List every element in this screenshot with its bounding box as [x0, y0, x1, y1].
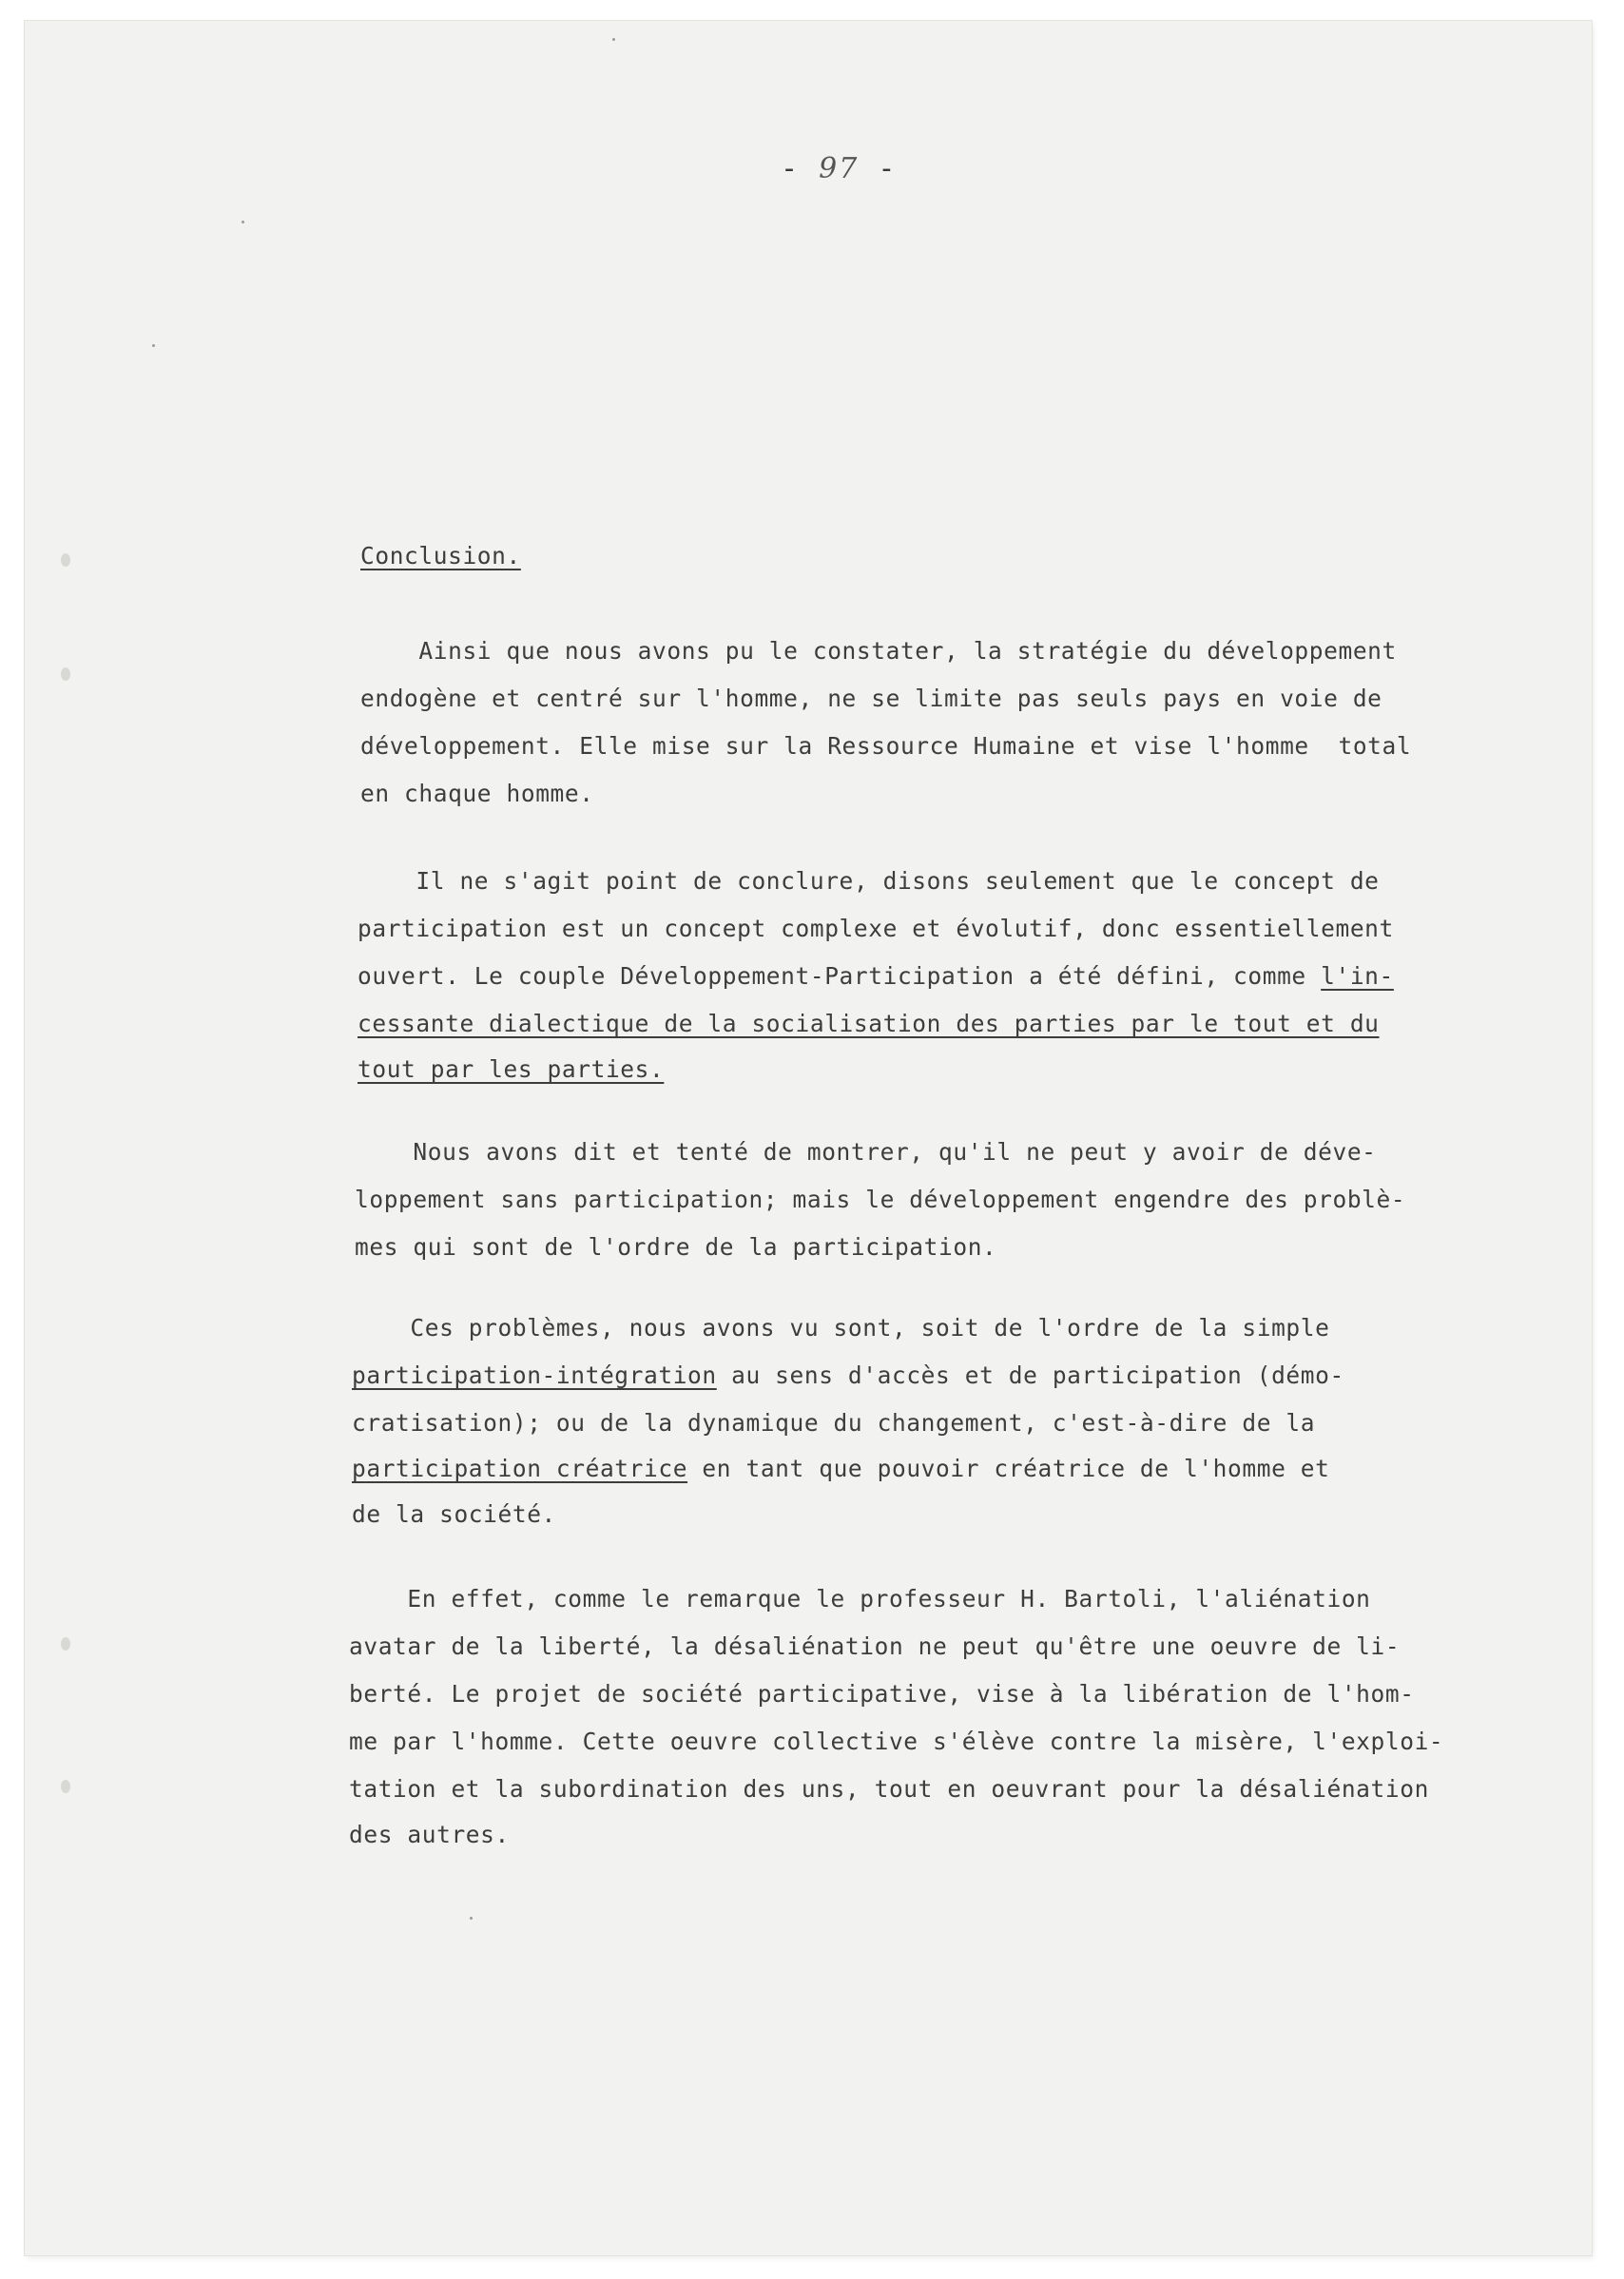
paragraph-4-line-1: Ces problèmes, nous avons vu sont, soit de l'ordre de la simple [352, 1314, 1330, 1342]
page-number-handwritten: 97 [819, 152, 860, 185]
punch-hole [61, 1780, 70, 1793]
paper-speck [612, 38, 615, 41]
paragraph-3-line-1: Nous avons dit et tenté de montrer, qu'il ne peut y avoir de déve- [355, 1138, 1377, 1166]
underlined-definition-end: tout par les parties. [358, 1055, 665, 1083]
paragraph-4-line-4: participation créatrice en tant que pouvoir créatrice de l'homme et [352, 1455, 1330, 1482]
punch-hole [61, 1637, 70, 1651]
paper-sheet [25, 21, 1592, 2255]
paragraph-2-line-1: Il ne s'agit point de conclure, disons seulement que le concept de [358, 867, 1380, 895]
underlined-participation-integration: participation-intégration [352, 1362, 717, 1389]
conclusion-heading: Conclusion. [360, 542, 521, 570]
punch-hole [61, 553, 70, 567]
underlined-definition-start: l'in- [1321, 962, 1394, 990]
paragraph-5-line-6: des autres. [349, 1821, 510, 1848]
paper-speck [470, 1917, 473, 1920]
paragraph-1-line-2: endogène et centré sur l'homme, ne se limite pas seuls pays en voie de [360, 685, 1382, 712]
paper-speck [152, 344, 155, 347]
underlined-participation-creatrice: participation créatrice [352, 1455, 688, 1482]
paragraph-5-line-2: avatar de la liberté, la désaliénation ne peut qu'être une oeuvre de li- [349, 1632, 1401, 1660]
paragraph-1-line-1: Ainsi que nous avons pu le constater, la stratégie du développement [360, 637, 1397, 665]
paragraph-3-line-3: mes qui sont de l'ordre de la participation. [355, 1233, 997, 1261]
underlined-definition-middle: cessante dialectique de la socialisation des parties par le tout et du [358, 1010, 1380, 1037]
paragraph-2-line-2: participation est un concept complexe et évolutif, donc essentiellement [358, 915, 1394, 942]
paragraph-5-line-3: berté. Le projet de société participative, vise à la libération de l'hom- [349, 1680, 1415, 1708]
paragraph-5-line-1: En effet, comme le remarque le professeur H. Bartoli, l'aliénation [349, 1585, 1371, 1613]
paragraph-4-line-5: de la société. [352, 1500, 556, 1528]
paragraph-4-line-3: cratisation); ou de la dynamique du changement, c'est-à-dire de la [352, 1409, 1316, 1437]
paper-speck [242, 221, 244, 223]
page-number: - 97 - [781, 152, 898, 185]
paragraph-5-line-4: me par l'homme. Cette oeuvre collective s'élève contre la misère, l'exploi- [349, 1728, 1444, 1755]
paragraph-3-line-2: loppement sans participation; mais le développement engendre des problè- [355, 1186, 1406, 1213]
paragraph-1-line-3: développement. Elle mise sur la Ressource Humaine et vise l'homme total [360, 732, 1412, 760]
paragraph-1-line-4: en chaque homme. [360, 780, 594, 807]
paragraph-2-line-3: ouvert. Le couple Développement-Participation a été défini, comme l'in- [358, 962, 1394, 990]
paragraph-4-line-2: participation-intégration au sens d'accès et de participation (démo- [352, 1362, 1344, 1389]
punch-hole [61, 667, 70, 681]
paragraph-5-line-5: tation et la subordination des uns, tout en oeuvrant pour la désaliénation [349, 1775, 1429, 1803]
